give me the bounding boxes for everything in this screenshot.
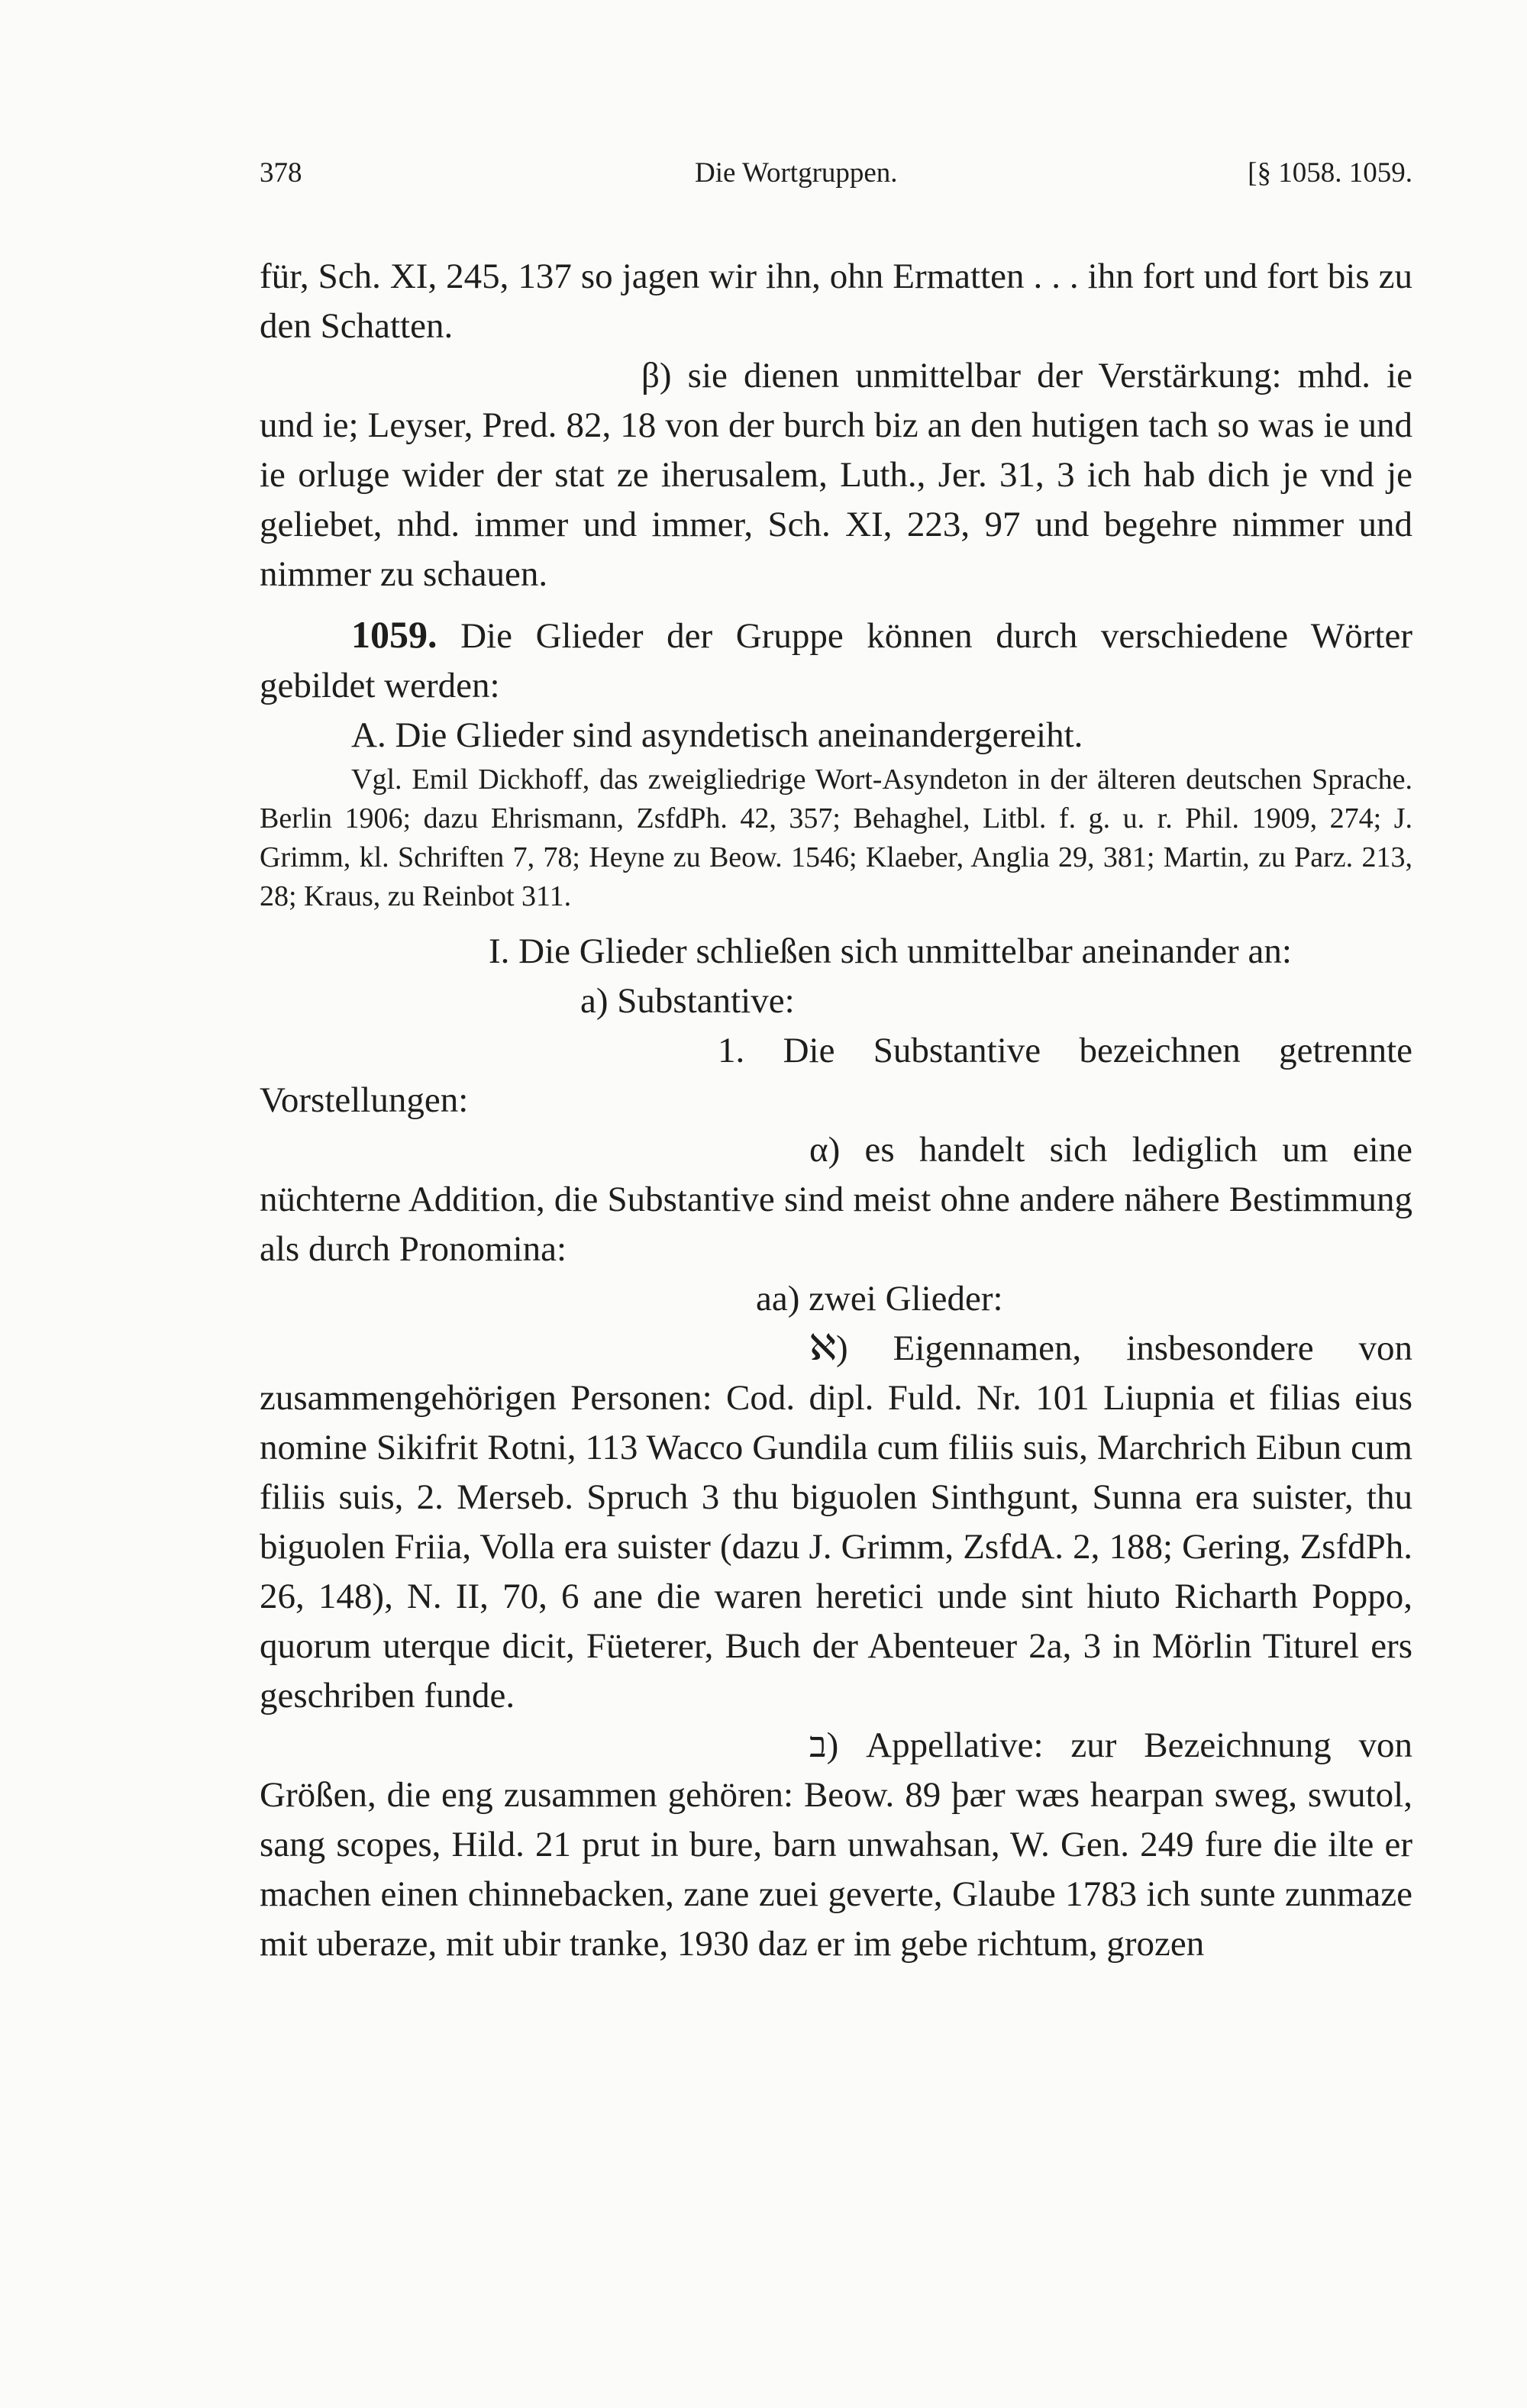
section-number: 1059. bbox=[351, 613, 437, 656]
paragraph: ℵ) Eigennamen, insbesondere von zusammengehörigen Personen: Cod. dipl. Fuld. Nr. 101 Liupnia et filias eius nomine Sikifrit Rotni, 113 Wacco Gundila cum filiis suis, Marchrich Eibun cum filiis suis, 2. Merseb. Spruch 3 thu biguolen Sinthgunt, Sunna era suister, thu biguolen Friia, Volla era suister (dazu J. Grimm, ZsfdA. 2, 188; Gering, ZsfdPh. 26, 148), N. II, 70, 6 ane die waren heretici unde sint hiuto Richarth Poppo, quorum uterque dicit, Füeterer, Buch der Abenteuer 2a, 3 in Mörlin Titurel ers geschriben funde. bbox=[260, 1328, 1412, 1716]
paragraph: für, Sch. XI, 245, 137 so jagen wir ihn, ohn Ermatten . . . ihn fort und fort bis zu den Schatten. bbox=[260, 257, 1412, 346]
section-paragraph bbox=[260, 610, 1412, 711]
page-number: 378 bbox=[260, 157, 302, 189]
paragraph: β) sie dienen unmittelbar der Verstärkung: mhd. ie und ie; Leyser, Pred. 82, 18 von der burch biz an den hutigen tach so was ie und ie orluge wider der stat ze iherusalem, Luth., Jer. 31, 3 ich hab dich je vnd je geliebet, nhd. immer und immer, Sch. XI, 223, 97 und begehre nimmer und nimmer zu schauen. bbox=[260, 356, 1412, 594]
paragraph: ב) Appellative: zur Bezeichnung von Größen, die eng zusammen gehören: Beow. 89 þær wæs hearpan sweg, swutol, sang scopes, Hild. 21 prut in bure, barn unwahsan, W. Gen. 249 fure die ilte er machen einen chinnebacken, zane zuei geverte, Glaube 1783 ich sunte zunmaze mit uberaze, mit ubir tranke, 1930 daz er im gebe richtum, grozen bbox=[260, 1725, 1412, 1964]
page-body bbox=[260, 252, 1412, 1969]
bibliography-note: Vgl. Emil Dickhoff, das zweigliedrige Wort-Asyndeton in der älteren deutschen Sprache. Berlin 1906; dazu Ehrismann, ZsfdPh. 42, 357; Behaghel, Litbl. f. g. u. r. Phil. 1909, 274; J. Grimm, kl. Schriften 7, 78; Heyne zu Beow. 1546; Klaeber, Anglia 29, 381; Martin, zu Parz. 213, 28; Kraus, zu Reinbot 311. bbox=[260, 763, 1412, 912]
page-header bbox=[260, 157, 1412, 210]
paragraph: α) es handelt sich lediglich um eine nüchterne Addition, die Substantive sind meist ohne andere nähere Bestimmung als durch Pronomina: bbox=[260, 1130, 1412, 1269]
subheading: aa) zwei Glieder: bbox=[756, 1279, 1003, 1319]
subheading: A. Die Glieder sind asyndetisch aneinandergereiht. bbox=[351, 715, 1083, 755]
subheading: a) Substantive: bbox=[580, 981, 795, 1021]
running-title: Die Wortgruppen. bbox=[695, 157, 898, 189]
subheading: 1. Die Substantive bezeichnen getrennte Vorstellungen: bbox=[260, 1031, 1412, 1120]
subheading: I. Die Glieder schließen sich unmittelbar aneinander an: bbox=[489, 931, 1292, 971]
section-reference: [§ 1058. 1059. bbox=[1248, 157, 1412, 189]
paragraph: Die Glieder der Gruppe können durch verschiedene Wörter gebildet werden: bbox=[260, 616, 1413, 705]
